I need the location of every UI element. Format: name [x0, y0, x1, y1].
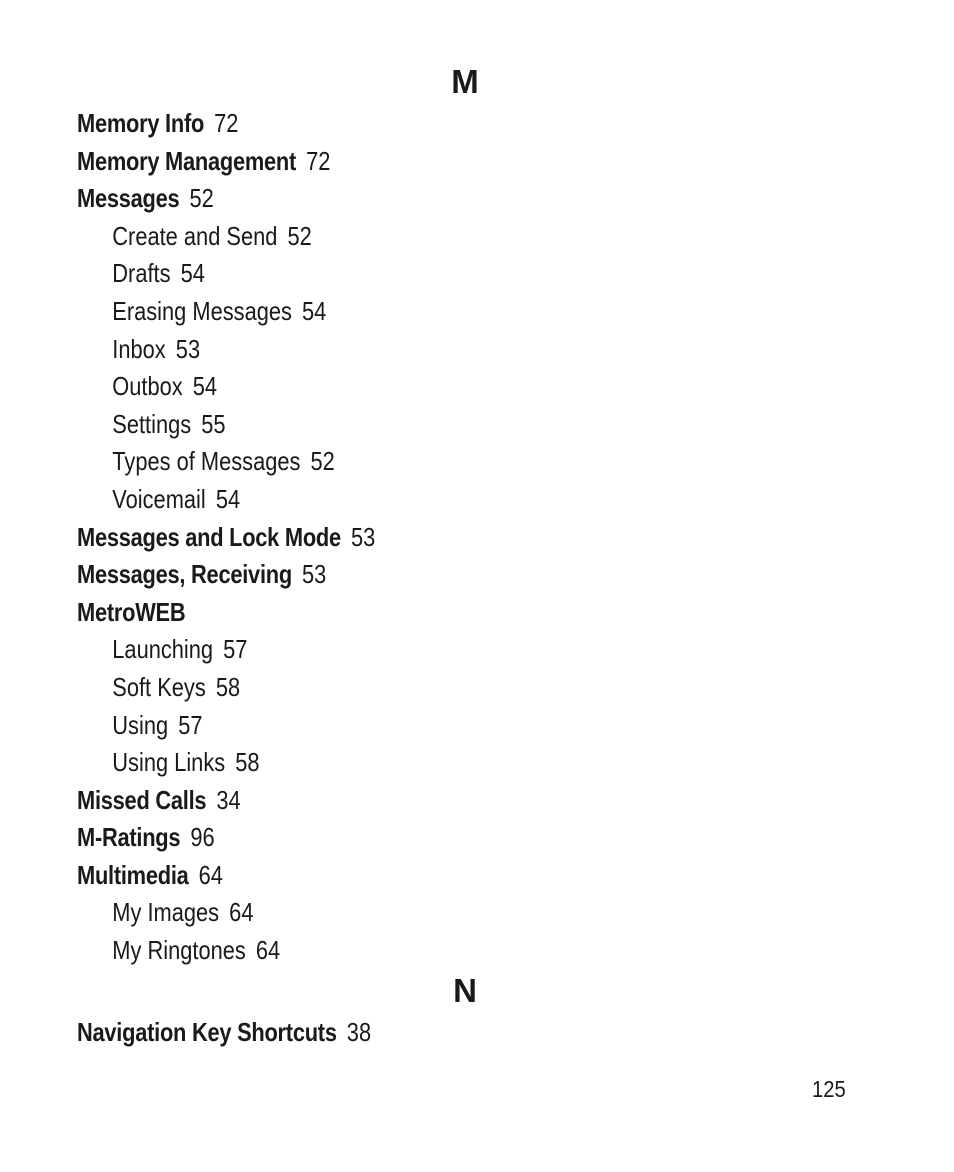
index-term: Using Links — [112, 747, 226, 778]
index-page-ref: 57 — [223, 634, 248, 665]
section-letter-n: N — [453, 972, 477, 1009]
index-page-ref: 64 — [229, 897, 254, 928]
index-entry — [77, 143, 375, 181]
index-page-ref: 96 — [190, 822, 215, 853]
index-entry — [77, 180, 375, 218]
index-term: Settings — [112, 408, 192, 439]
section-letter-m: M — [451, 63, 479, 100]
index-subentry — [77, 218, 375, 256]
index-page-ref: 53 — [302, 559, 327, 590]
index-entries-m — [77, 105, 432, 970]
index-term: Multimedia — [77, 859, 189, 890]
index-page-ref: 52 — [287, 220, 312, 251]
index-term: Outbox — [112, 371, 183, 402]
index-page-ref: 54 — [302, 295, 327, 326]
index-entry — [77, 819, 375, 857]
index-subentry — [77, 932, 375, 970]
index-page-ref: 54 — [192, 371, 218, 402]
index-page-ref: 38 — [346, 1017, 372, 1047]
index-entries-n — [77, 1014, 427, 1052]
index-subentry — [77, 669, 375, 707]
index-page-ref: 34 — [216, 784, 241, 815]
index-term: M-Ratings — [77, 822, 181, 853]
index-term: Messages and Lock Mode — [77, 521, 341, 552]
index-term: Memory Management — [77, 145, 297, 176]
index-term: Inbox — [112, 333, 166, 364]
index-page-ref: 58 — [235, 747, 260, 778]
index-page-ref: 72 — [306, 145, 331, 176]
index-subentry — [77, 293, 375, 331]
index-entry — [77, 1014, 371, 1052]
index-term: Create and Send — [112, 220, 278, 251]
index-page-ref: 53 — [350, 521, 376, 552]
index-entry — [77, 556, 375, 594]
index-entry — [77, 857, 375, 895]
index-page-ref: 58 — [215, 671, 241, 702]
index-subentry — [77, 894, 375, 932]
index-term: Types of Messages — [112, 446, 301, 477]
index-subentry — [77, 406, 375, 444]
index-subentry — [77, 443, 375, 481]
page-number: 125 — [812, 1076, 846, 1102]
index-page-ref: 64 — [198, 859, 223, 890]
index-page-ref: 54 — [180, 258, 205, 289]
index-page-ref: 52 — [189, 183, 214, 214]
index-subentry — [77, 481, 375, 519]
index-page-ref: 72 — [214, 108, 239, 138]
index-page-ref: 57 — [178, 709, 203, 740]
index-term: Messages — [77, 183, 180, 214]
index-page-ref: 55 — [201, 408, 226, 439]
index-subentry — [77, 744, 375, 782]
index-entry — [77, 519, 375, 557]
index-term: Messages, Receiving — [77, 559, 292, 590]
index-subentry — [77, 631, 375, 669]
index-entry — [77, 594, 375, 632]
index-subentry — [77, 331, 375, 369]
index-entry — [77, 105, 375, 143]
index-term: MetroWEB — [77, 596, 186, 627]
index-term: Launching — [112, 634, 214, 665]
index-term: My Images — [112, 897, 220, 928]
index-term: Using — [112, 709, 169, 740]
index-term: Missed Calls — [77, 784, 207, 815]
index-entry — [77, 782, 375, 820]
index-page-ref: 53 — [175, 333, 201, 364]
index-term: Memory Info — [77, 108, 205, 138]
index-term: Drafts — [112, 258, 171, 289]
index-subentry — [77, 368, 375, 406]
index-page-ref: 54 — [215, 483, 241, 514]
index-term: Voicemail — [112, 483, 206, 514]
index-page-ref: 64 — [255, 935, 281, 966]
index-subentry — [77, 255, 375, 293]
index-term: My Ringtones — [112, 935, 246, 966]
index-term: Erasing Messages — [112, 295, 292, 326]
index-page-ref: 52 — [310, 446, 335, 477]
index-term: Navigation Key Shortcuts — [77, 1017, 337, 1047]
index-term: Soft Keys — [112, 671, 206, 702]
index-subentry — [77, 707, 375, 745]
